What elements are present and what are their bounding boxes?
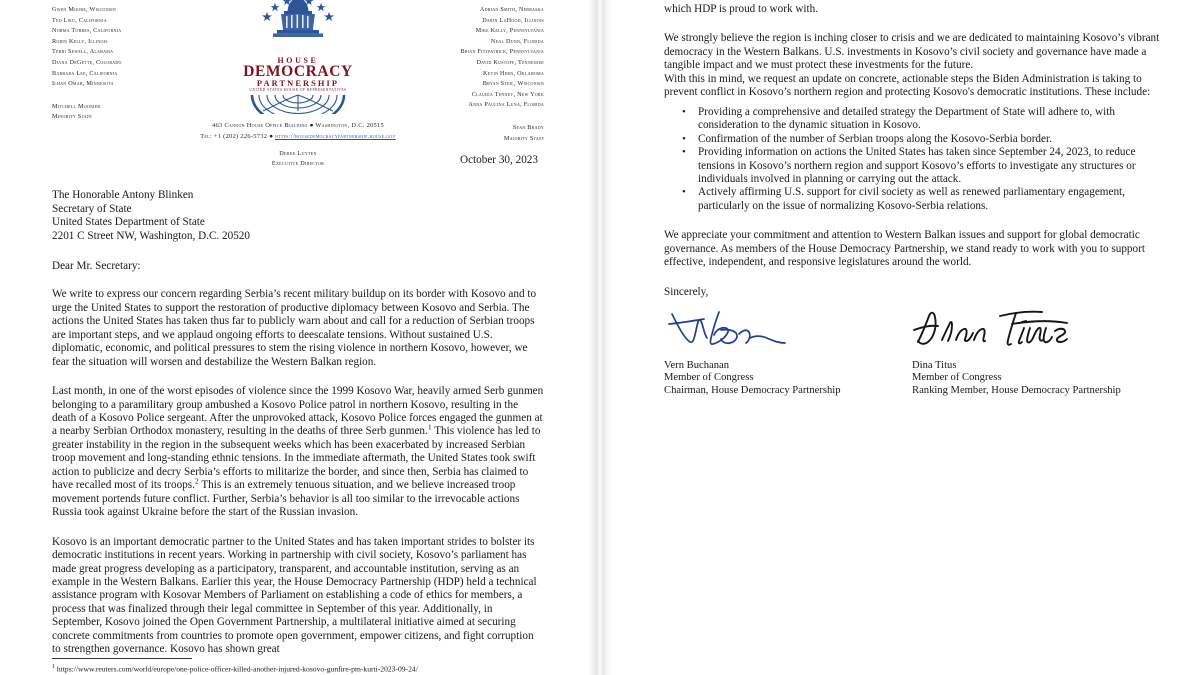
letter-paragraph-6: We appreciate your commitment and attention to Western Balkan issues and support for global democratic governance. As members of the House Democracy Partnership, we stand ready to work with you to support effective, independent, and responsive legislatures around the world. [664,229,1145,269]
footnote-number: 1 [52,664,55,671]
letterhead-cut-line-right [461,0,544,5]
letter-paragraph-3: Kosovo is an important democratic partner to the United States and has taken important strides to bolster its democratic institutions in recent years. Working in partnership with civil society, Kosovo’s parliament has made great progress developing as a participatory, transparent, and accountable institution, serving as an example in the Western Balkans. Earlier this year, the House Democracy Partnership (HDP) held a technical assistance program with Kosovar Members of Parliament on establishing a code of ethics for members, a process that was finalized through their legal committee in September of this year. Additionally, in September, Kosovo joined the Open Government Partnership, a multilateral initiative aimed at securing concrete commitments from countries to promote open government, empower citizens, and fight corruption to strengthen governance. Kosovo has shown great [52,535,537,656]
bullet-separator-icon: ● [309,121,314,129]
signature-block [664,304,1160,397]
page-gutter-divider [588,0,612,675]
address-line-2: Tel: +1 (202) 226-5732 ● https://housedemocracypartnership.house.gov [200,132,396,140]
letterhead-member: Diana DeGette, Colorado [52,58,122,66]
address-line-1: 463 Cannon House Office Building ● Washington, D.C. 20515 [211,121,385,129]
footnote-1 [52,662,552,675]
addressee-line: 2201 C Street NW, Washington, D.C. 20520 [52,229,250,242]
signatory-2-title: Member of Congress [912,372,1002,384]
letterhead-majority-staff-name: Sean Brady [512,123,544,131]
executive-director-block [173,149,423,170]
letterhead-member: Ted Lieu, California [52,16,107,24]
addressee-line: The Honorable Antony Blinken [52,189,194,201]
letterhead-member: Kevin Hern, Oklahoma [482,69,544,77]
letterhead-member: Norma Torres, California [52,27,122,35]
letter-closing: Sincerely, [664,285,709,298]
signature-image-vern-buchanan [664,304,912,360]
request-item: • Actively affirming U.S. support for civil society as well as renewed parliamentary engagement, particularly on the issue of normalizing Kosovo-Serbia relations. [698,186,1160,213]
signatory-1 [664,304,912,397]
logo-line-house: HOUSE [277,56,319,65]
bullet-separator-icon: ● [269,132,274,140]
signatory-1-title: Member of Congress [664,372,754,384]
letterhead-center-block [173,0,423,170]
signatory-1-role: Chairman, House Democracy Partnership [664,384,841,396]
spacer [461,111,544,123]
footnote-1-url[interactable]: https://www.reuters.com/world/europe/one-police-officer-killed-another-injured-kosovo-gunfire-pm-kurti-2023-09-24/ [56,665,418,674]
signatory-1-name: Vern Buchanan [664,359,730,371]
request-item: • Confirmation of the number of Serbian troops along the Kosovo-Serbia border. [698,133,1160,146]
requests-list [664,106,1160,214]
footnote-divider [52,658,192,659]
letterhead-member: Barbara Lee, California [52,69,118,77]
letter-date: October 30, 2023 [460,154,538,166]
letterhead-minority-staff-name: Mitchell Moonier [52,102,101,110]
footnote-area [52,658,552,675]
spacer [52,90,122,102]
executive-director-name: Derek Luyten [279,149,317,157]
logo-line-subtitle: UNITED STATES HOUSE OF REPRESENTATIVES [249,87,347,92]
paragraph-2-part-b: This violence has led to greater instability in the region in the subsequent weeks which has been exacerbated by increased Serbian troop movement and long-standing ethnic tensions. In the immediate aftermath, the United States took swift action to publicize and decry Serbia’s efforts to militarize the border, and since then, Serbia has claimed to have recalled most of its troops. [52,425,541,492]
organization-logo-text [173,57,423,93]
letterhead-member: Mike Kelly, Pennsylvania [475,27,544,35]
page2-continuation-line: which HDP is proud to work with. [664,3,819,15]
footnote-marker-1: 1 [427,422,432,432]
letterhead-minority-staff-title: Minority Staff [52,113,92,121]
footnote-marker-2: 2 [194,476,199,486]
letterhead-majority-staff-title: Majority Staff [503,134,544,142]
letterhead-member: Bryan Steil, Wisconsin [482,80,544,88]
letterhead-member: Brian Fitzpatrick, Pennsylvania [460,48,544,56]
signature-image-dina-titus [912,304,1160,360]
paragraph-2-part-a: Last month, in one of the worst episodes of violence since the 1999 Kosovo War, heavily armed Serb gunmen belonging to a paramilitary group ambushed a Kosovo Police patrol in northern Kosovo, resulting in the death of a Kosovo Police sergeant. After the unprovoked attack, Kosovo Police forces engaged the gunmen at a nearby Serbian Orthodox monastery, resulting in the deaths of three Serb gunmen. [52,385,544,438]
signatory-2-role: Ranking Member, House Democracy Partnership [912,384,1121,396]
letter-paragraph-5: With this in mind, we request an update on concrete, actionable steps the Biden Administration is taking to prevent conflict in Kosovo’s northern region and protecting Kosovo's democratic institutions. These include: [664,72,1151,99]
letterhead-member: Terri Sewell, Alabama [52,48,114,56]
letterhead-minority-members [52,0,122,123]
letter-salutation: Dear Mr. Secretary: [52,260,141,273]
letterhead-member: David Kustoff, Tennessee [476,58,544,66]
letterhead-address [173,120,423,142]
document-page-1[interactable] [0,0,588,675]
letter-paragraph-1: We write to express our concern regarding Serbia’s recent military buildup on its border with Kosovo and to urge the United States to support the restoration of productive diplomacy between Kosovo and Serbia. The actions the United States has taken thus far to publicly warn about and call for a reduction of Serbian troops are important steps, and we applaud ongoing efforts to deescalate tensions. Without sustained U.S. diplomatic, economic, and political pressures to stem the rising violence in northern Kosovo, however, we fear the situation will worsen and destabilize the Western Balkan region. [52,288,537,368]
letterhead-member: Claudia Tenney, New York [471,90,544,98]
executive-director-title: Executive Director [271,160,325,167]
letterhead-member: Gwen Moore, Wisconsin [52,6,117,13]
letterhead-member: Anna Paulina Luna, Florida [468,101,544,109]
letterhead-member: Neal Dunn, Florida [490,37,544,45]
request-item: • Providing a comprehensive and detailed strategy the Department of State will adhere to, with consideration to the dynamic situation in Kosovo. [698,106,1160,133]
request-item: • Providing information on actions the United States has taken since September 24, 2023, to reduce tensions in Kosovo’s northern region and support Kosovo’s efforts to investigate any structures or individuals involved in planning or carrying out the attack. [698,146,1160,186]
addressee-line: United States Department of State [52,216,205,229]
letter-addressee [52,189,544,243]
logo-line-partnership: PARTNERSHIP [256,78,340,88]
letter-paragraph-2 [52,385,544,520]
letter-paragraph-4: We strongly believe the region is inching closer to crisis and we are dedicated to maintaining Kosovo’s vibrant democracy in the Western Balkans. U.S. investments in Kosovo’s civil society and governance have made a tangible impact and we must protect these investments for the future. [664,32,1160,72]
letterhead-member: Darin LaHood, Illinois [482,16,544,24]
website-link[interactable]: https://housedemocracypartnership.house.gov [274,132,396,140]
letterhead-member: Ilhan Omar, Minnesota [52,80,114,88]
letterhead-cut-line-left [52,0,122,5]
letterhead-member: Adrian Smith, Nebraska [479,6,544,13]
letterhead-member: Robin Kelly, Illinois [52,37,108,45]
signatory-2-name: Dina Titus [912,359,957,371]
globe-arcs-icon [250,94,346,114]
logo-line-democracy: DEMOCRACY [243,63,353,80]
signatory-2 [912,304,1160,397]
paragraph-2-part-c: This is an extremely tenuous situation, and we believe increased troop movement portends future conflict. Further, Serbia’s behavior is all too similar to the irrevocable actions Russia took against Ukraine before the start of the Russian invasion. [52,479,520,519]
addressee-line: Secretary of State [52,202,132,215]
document-page-2[interactable] [612,0,1200,675]
letterhead-majority-members [461,0,544,144]
capitol-dome-logo-icon [239,0,357,56]
